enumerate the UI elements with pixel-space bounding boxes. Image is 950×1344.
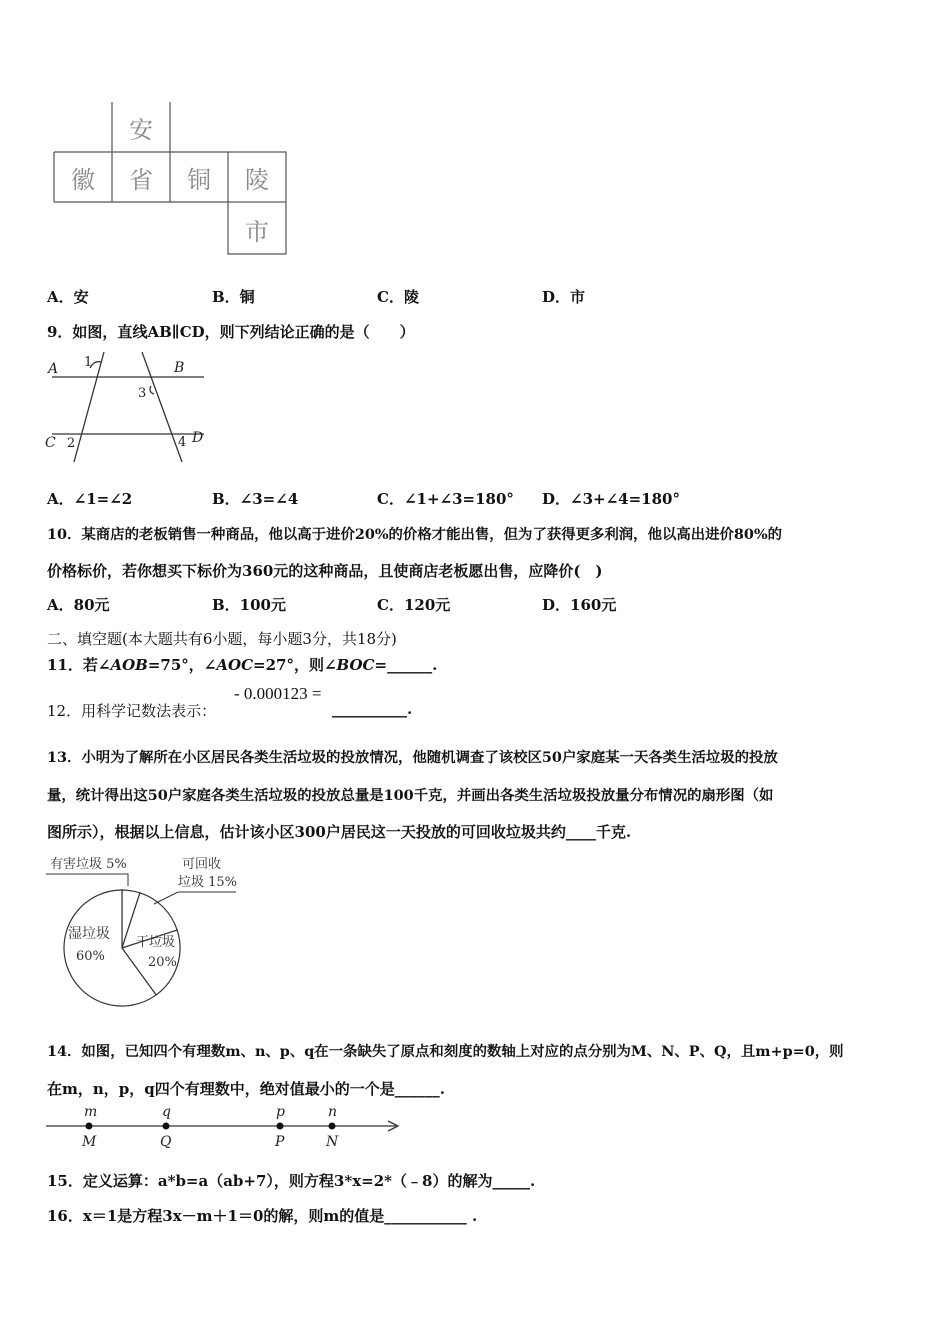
q9-question: 9．如图，直线AB∥CD，则下列结论正确的是（ ） xyxy=(47,323,415,341)
axis-label-m: m xyxy=(84,1104,98,1120)
q9-label-d: D xyxy=(192,430,204,446)
q9-label-a: A xyxy=(48,361,59,377)
q14-line-1: 14．如图，已知四个有理数m、n、p、q在一条缺失了原点和刻度的数轴上对应的点分别为M、N、P、Q，且m+p=0，则 xyxy=(47,1043,844,1060)
pie-label-dry: 干垃圾 xyxy=(136,935,176,950)
axis-label-p: p xyxy=(276,1104,285,1120)
q15-question: 15．定义运算：a*b=a（ab+7），则方程3*x=2*（﹣8）的解为_____. xyxy=(47,1172,536,1190)
q10-line-2: 价格标价，若你想买下标价为360元的这种商品，且使商店老板愿出售，应降价( ) xyxy=(47,562,603,580)
q13-line-3: 图所示），根据以上信息，估计该小区300户居民这一天投放的可回收垃圾共约____千克. xyxy=(47,823,632,841)
q12-question: 12．用科学记数法表示： xyxy=(47,702,217,720)
section-2-title: 二、填空题(本大题共有6小题，每小题3分，共18分) xyxy=(47,630,397,648)
q13-line-2: 量，统计得出这50户家庭各类生活垃圾的投放总量是100千克，并画出各类生活垃圾投放量分布情况的扇形图（如 xyxy=(47,787,774,804)
q11-prefix: 11．若∠ xyxy=(47,656,111,674)
net-cell-ling: 陵 xyxy=(245,166,269,194)
q10-option-b[interactable]: B．100元 xyxy=(212,596,286,614)
axis-label-N: N xyxy=(326,1134,339,1150)
q8-option-b[interactable]: B．铜 xyxy=(212,288,255,306)
q9-label-2: 2 xyxy=(67,436,76,451)
q10-option-c[interactable]: C．120元 xyxy=(377,596,451,614)
q8-option-c[interactable]: C．陵 xyxy=(377,288,419,306)
q11-angle-aob: AOB xyxy=(110,656,148,674)
q9-label-c: C xyxy=(45,435,56,451)
pie-label-hazardous: 有害垃圾 5% xyxy=(50,857,127,872)
net-cell-sheng: 省 xyxy=(129,166,153,194)
net-cell-hui: 徽 xyxy=(71,166,95,194)
q9-option-b[interactable]: B．∠3=∠4 xyxy=(212,490,299,508)
q9-option-c[interactable]: C．∠1+∠3=180° xyxy=(377,490,514,508)
q13-pie-chart xyxy=(44,852,250,1008)
q14-number-line xyxy=(44,1102,406,1152)
axis-label-M: M xyxy=(82,1134,97,1150)
q9-label-4: 4 xyxy=(178,435,187,450)
q14-line-2: 在m，n，p，q四个有理数中，绝对值最小的一个是______. xyxy=(47,1080,445,1098)
q11-suffix: =______. xyxy=(374,656,438,674)
q11-mid-2: =27°，则∠ xyxy=(253,656,337,674)
pie-label-dry-pct: 20% xyxy=(148,955,177,970)
q10-line-1: 10．某商店的老板销售一种商品，他以高于进价20%的价格才能出售，但为了获得更多利润，他以高出进价80%的 xyxy=(47,526,783,543)
pie-label-recyclable-1: 可回收 xyxy=(182,857,222,872)
q9-label-b: B xyxy=(174,360,185,376)
number-line-point-m xyxy=(86,1123,93,1130)
axis-label-P: P xyxy=(275,1134,285,1150)
q8-option-d[interactable]: D．市 xyxy=(542,288,586,306)
axis-label-n: n xyxy=(328,1104,338,1120)
number-line-point-n xyxy=(329,1123,336,1130)
cube-net-figure xyxy=(50,100,295,258)
q9-label-1: 1 xyxy=(84,355,93,370)
q9-parallel-lines-figure xyxy=(44,350,212,466)
q9-option-d[interactable]: D．∠3+∠4=180° xyxy=(542,490,680,508)
net-cell-an: 安 xyxy=(129,116,153,144)
q11-angle-aoc: AOC xyxy=(216,656,254,674)
q11-question xyxy=(47,654,437,675)
q8-option-a[interactable]: A．安 xyxy=(47,288,89,306)
pie-label-wet: 湿垃圾 xyxy=(68,926,110,942)
q10-option-d[interactable]: D．160元 xyxy=(542,596,617,614)
q11-angle-boc: BOC xyxy=(336,656,375,674)
axis-label-q: q xyxy=(162,1104,171,1120)
number-line-point-p xyxy=(277,1123,284,1130)
q12-expression: - 0.000123 = xyxy=(234,684,322,703)
q9-label-3: 3 xyxy=(138,386,147,401)
q13-line-1: 13．小明为了解所在小区居民各类生活垃圾的投放情况，他随机调查了该校区50户家庭某一天各类生活垃圾的投放 xyxy=(47,749,778,766)
number-line-point-q xyxy=(163,1123,170,1130)
pie-label-wet-pct: 60% xyxy=(76,949,105,964)
pie-label-recyclable-2: 垃圾 15% xyxy=(178,875,238,890)
axis-label-Q: Q xyxy=(160,1134,172,1150)
q16-question: 16．x＝1是方程3x－m＋1＝0的解，则m的值是___________ . xyxy=(47,1207,478,1225)
q11-mid-1: =75°，∠ xyxy=(147,656,217,674)
q12-answer-blank[interactable]: __________. xyxy=(332,700,413,718)
q10-option-a[interactable]: A．80元 xyxy=(47,596,110,614)
q9-option-a[interactable]: A．∠1=∠2 xyxy=(47,490,133,508)
net-cell-shi: 市 xyxy=(245,218,269,246)
net-cell-tong: 铜 xyxy=(187,166,211,194)
